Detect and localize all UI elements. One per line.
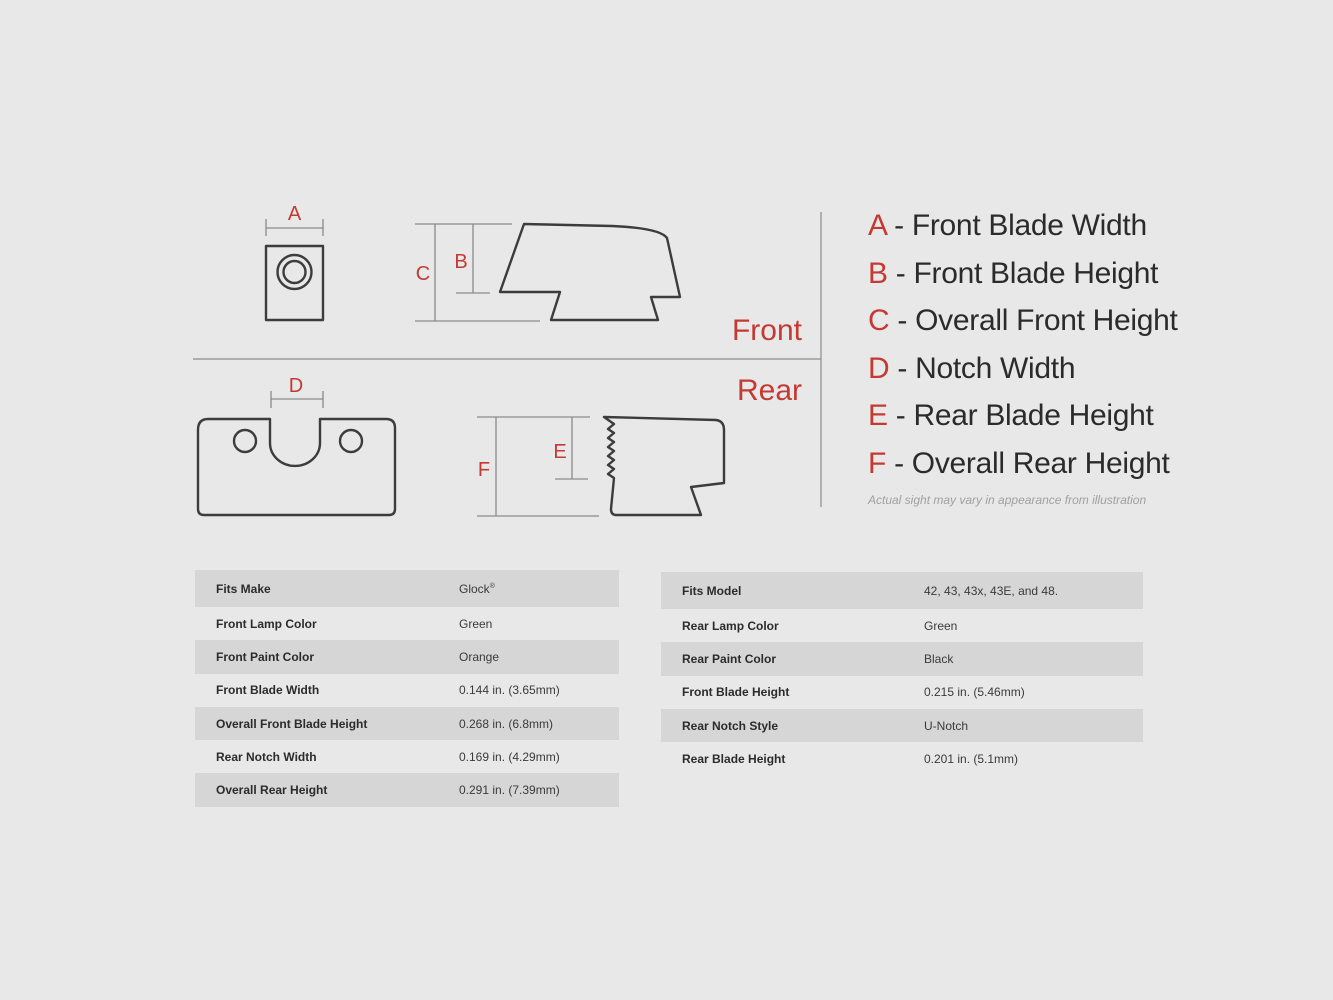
spec-value: Green: [459, 616, 493, 631]
legend-item-b: B - Front Blade Height: [868, 256, 1159, 290]
dimension-f: [477, 417, 599, 516]
spec-value: 0.169 in. (4.29mm): [459, 749, 560, 764]
spec-value: Green: [924, 618, 958, 633]
spec-value: 42, 43, 43x, 43E, and 48.: [924, 572, 1143, 609]
dimension-label-c: C: [415, 263, 431, 285]
spec-label: Rear Paint Color: [661, 642, 924, 675]
table-row: [661, 642, 1143, 675]
table-row: [195, 707, 619, 740]
front-blade-side-profile: [500, 224, 680, 320]
spec-label: Fits Model: [661, 572, 924, 609]
dimension-label-e: E: [553, 441, 567, 463]
table-row: [661, 676, 1143, 709]
legend-item-d: D - Notch Width: [868, 351, 1076, 385]
spec-label: Overall Rear Height: [195, 773, 459, 806]
spec-value: 0.144 in. (3.65mm): [459, 683, 560, 698]
table-row: [661, 742, 1143, 775]
legend-item-f: F - Overall Rear Height: [868, 446, 1170, 480]
spec-label: Rear Blade Height: [682, 751, 786, 766]
spec-label: Overall Front Blade Height: [195, 707, 459, 740]
section-label-rear: Rear: [736, 374, 802, 407]
section-label-front: Front: [731, 314, 802, 347]
spec-value: 0.291 in. (7.39mm): [459, 773, 619, 806]
table-row: [195, 773, 619, 806]
rear-lamp-right: [340, 430, 362, 452]
table-row: [195, 570, 619, 607]
dimension-label-a: A: [287, 203, 302, 225]
table-row: [195, 640, 619, 673]
dimension-label-b: B: [454, 251, 468, 273]
illustration-disclaimer: Actual sight may vary in appearance from illustration: [868, 493, 1147, 507]
spec-value: 0.215 in. (5.46mm): [924, 685, 1025, 700]
dimension-a: [266, 203, 323, 236]
spec-value: U-Notch: [924, 709, 1143, 742]
spec-value: Glock®: [459, 570, 619, 607]
table-row: [661, 609, 1143, 642]
spec-value: Black: [924, 642, 1143, 675]
spec-table-left: [195, 570, 619, 807]
dimension-label-f: F: [477, 459, 491, 481]
front-blade-end-view: [266, 246, 323, 320]
rear-lamp-left: [234, 430, 256, 452]
table-row: [661, 572, 1143, 609]
dimension-legend: [868, 202, 1308, 507]
legend-item-a: A - Front Blade Width: [868, 209, 1147, 242]
dimension-label-d: D: [288, 375, 304, 397]
spec-label: Rear Notch Style: [661, 709, 924, 742]
spec-table-right: [661, 572, 1143, 775]
table-row: [661, 709, 1143, 742]
rear-sight-face-view: [198, 419, 395, 515]
table-row: [195, 607, 619, 640]
spec-label: Front Paint Color: [195, 640, 459, 673]
legend-item-e: E - Rear Blade Height: [868, 399, 1154, 432]
spec-label: Front Blade Width: [216, 683, 320, 698]
spec-label: Rear Notch Width: [216, 749, 317, 764]
rear-sight-side-profile: [604, 417, 724, 515]
dimension-d: [271, 375, 323, 408]
spec-value: Orange: [459, 640, 619, 673]
spec-label: Front Blade Height: [682, 685, 790, 700]
spec-label: Fits Make: [195, 570, 459, 607]
spec-value: 0.268 in. (6.8mm): [459, 707, 619, 740]
table-row: [195, 674, 619, 707]
table-row: [195, 740, 619, 773]
dimension-c: [415, 224, 540, 321]
dimension-e: [553, 417, 588, 479]
registered-mark: ®: [489, 582, 495, 590]
legend-item-c: C - Overall Front Height: [868, 304, 1178, 337]
spec-label: Front Lamp Color: [216, 616, 317, 631]
spec-value: 0.201 in. (5.1mm): [924, 751, 1019, 766]
spec-label: Rear Lamp Color: [682, 618, 779, 633]
dimension-b: [454, 224, 490, 293]
